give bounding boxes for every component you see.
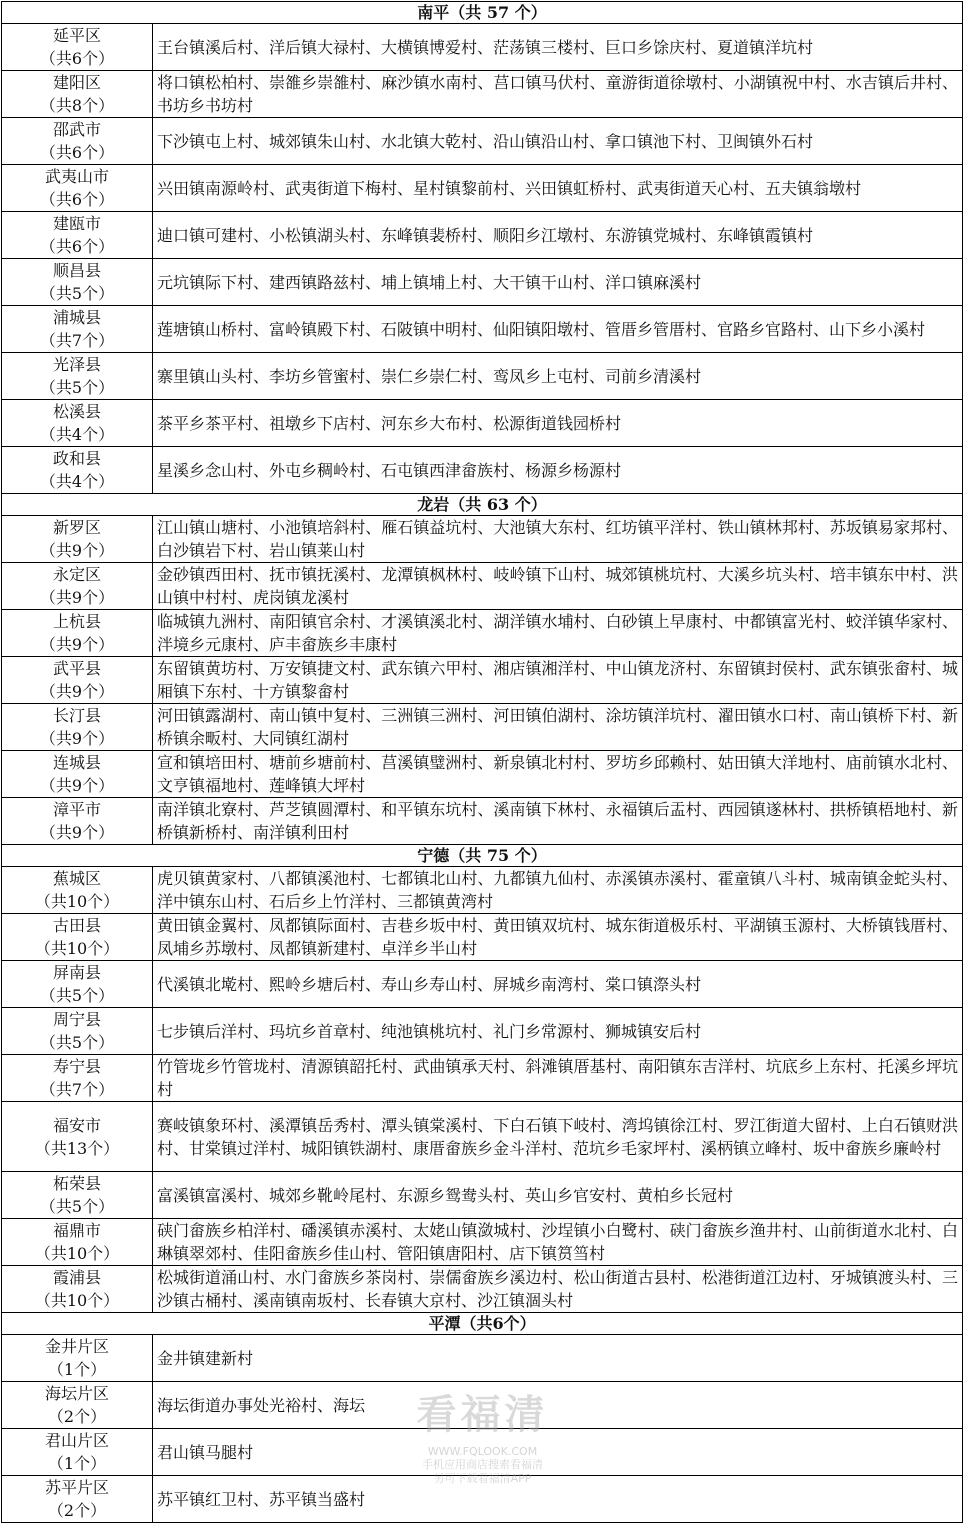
area-name: 永定区	[52, 565, 101, 584]
table-row	[2, 1008, 963, 1055]
area-name: 政和县	[52, 449, 101, 468]
village-list-cell: 松城街道涌山村、水门畲族乡茶岗村、崇儒畲族乡溪边村、松山街道古县村、松港街道江边村、牙城镇渡头村、三沙镇古桶村、溪南镇南坂村、长春镇大京村、沙江镇涸头村	[153, 1266, 963, 1313]
area-count: （共10个）	[34, 939, 120, 958]
village-list-cell: 虎贝镇黄家村、八都镇溪池村、七都镇北山村、九都镇九仙村、赤溪镇赤溪村、霍童镇八斗村、城南镇金蛇头村、洋中镇东山村、石后乡上竹洋村、三都镇黄湾村	[153, 867, 963, 914]
table-row	[2, 751, 963, 798]
area-cell	[2, 1266, 153, 1313]
area-cell	[2, 353, 153, 400]
village-list-table	[1, 1, 963, 1523]
village-list-cell: 王台镇溪后村、洋后镇大禄村、大横镇博爱村、茫荡镇三楼村、巨口乡馀庆村、夏道镇洋坑村	[153, 24, 963, 71]
area-cell	[2, 306, 153, 353]
area-cell	[2, 1102, 153, 1172]
table-row	[2, 914, 963, 961]
section-header: 龙岩（共 63 个）	[2, 494, 963, 516]
area-name: 顺昌县	[52, 261, 101, 280]
table-row	[2, 1055, 963, 1102]
area-cell	[2, 961, 153, 1008]
area-name: 长汀县	[52, 706, 101, 725]
section-header-row	[2, 2, 963, 24]
area-name: 浦城县	[52, 308, 101, 327]
table-row	[2, 24, 963, 71]
area-count: （共7个）	[39, 1080, 115, 1099]
village-list-cell: 兴田镇南源岭村、武夷街道下梅村、星村镇黎前村、兴田镇虹桥村、武夷街道天心村、五夫镇翁墩村	[153, 165, 963, 212]
section-header: 宁德（共 75 个）	[2, 845, 963, 867]
village-list-cell: 星溪乡念山村、外屯乡稠岭村、石屯镇西津畲族村、杨源乡杨源村	[153, 447, 963, 494]
table-row	[2, 447, 963, 494]
area-count: （2个）	[47, 1501, 107, 1520]
area-count: （共10个）	[34, 1291, 120, 1310]
area-cell	[2, 212, 153, 259]
area-count: （共9个）	[39, 729, 115, 748]
section-header-row	[2, 845, 963, 867]
village-list-cell: 迪口镇可建村、小松镇湖头村、东峰镇裴桥村、顺阳乡江墩村、东游镇党城村、东峰镇霞镇村	[153, 212, 963, 259]
village-list-cell: 七步镇后洋村、玛坑乡首章村、纯池镇桃坑村、礼门乡常源村、狮城镇安后村	[153, 1008, 963, 1055]
area-name: 蕉城区	[52, 869, 101, 888]
table-row	[2, 798, 963, 845]
area-count: （共9个）	[39, 682, 115, 701]
table-row	[2, 867, 963, 914]
area-name: 屏南县	[52, 963, 101, 982]
area-cell	[2, 1429, 153, 1476]
table-row	[2, 961, 963, 1008]
area-cell	[2, 400, 153, 447]
village-list-cell: 竹管垅乡竹管垅村、清源镇韶托村、武曲镇承天村、斜滩镇厝基村、南阳镇东吉洋村、坑底乡上东村、托溪乡坪坑村	[153, 1055, 963, 1102]
area-cell	[2, 1008, 153, 1055]
table-row	[2, 516, 963, 563]
area-name: 建瓯市	[52, 214, 101, 233]
village-list-cell: 赛岐镇象环村、溪潭镇岳秀村、潭头镇棠溪村、下白石镇下岐村、湾坞镇徐江村、罗江街道大留村、上白石镇财洪村、甘棠镇过洋村、城阳镇铁湖村、康厝畲族乡金斗洋村、范坑乡毛家坪村、溪柄镇立峰村、坂中畲族乡廉岭村	[153, 1102, 963, 1172]
area-name: 连城县	[52, 753, 101, 772]
village-list-cell: 东留镇黄坊村、万安镇捷文村、武东镇六甲村、湘店镇湘洋村、中山镇龙济村、东留镇封侯村、武东镇张畲村、城厢镇下东村、十方镇黎畲村	[153, 657, 963, 704]
table-row	[2, 1429, 963, 1476]
area-count: （共5个）	[39, 1197, 115, 1216]
area-cell	[2, 1219, 153, 1266]
area-cell	[2, 867, 153, 914]
area-count: （共10个）	[34, 1244, 120, 1263]
table-row	[2, 1102, 963, 1172]
table-row	[2, 1335, 963, 1382]
section-header: 南平（共 57 个）	[2, 2, 963, 24]
table-row	[2, 306, 963, 353]
area-name: 漳平市	[52, 800, 101, 819]
area-count: （共13个）	[34, 1138, 120, 1158]
village-list-cell: 富溪镇富溪村、城郊乡靴岭尾村、东源乡鸳鸯头村、英山乡官安村、黄柏乡长冠村	[153, 1172, 963, 1219]
village-list-cell: 寨里镇山头村、李坊乡管蜜村、崇仁乡崇仁村、鸾凤乡上屯村、司前乡清溪村	[153, 353, 963, 400]
area-count: （共9个）	[39, 823, 115, 842]
section-header-row	[2, 494, 963, 516]
area-cell	[2, 1382, 153, 1429]
table-body	[2, 2, 963, 1523]
section-header: 平潭（共6个）	[2, 1313, 963, 1335]
table-row	[2, 610, 963, 657]
village-list-cell: 将口镇松柏村、崇雒乡崇雒村、麻沙镇水南村、莒口镇马伏村、童游街道徐墩村、小湖镇祝中村、水吉镇后井村、书坊乡书坊村	[153, 71, 963, 118]
area-count: （共4个）	[39, 425, 115, 444]
area-count: （共8个）	[39, 96, 115, 115]
table-row	[2, 1219, 963, 1266]
watermark-line-1: 手机应用商店搜索看福清	[422, 1458, 543, 1471]
village-list-cell: 莲塘镇山桥村、富岭镇殿下村、石陂镇中明村、仙阳镇阳墩村、管厝乡管厝村、官路乡官路村、山下乡小溪村	[153, 306, 963, 353]
area-name: 光泽县	[52, 355, 101, 374]
area-name: 金井片区	[44, 1337, 109, 1356]
area-count: （共5个）	[39, 378, 115, 397]
area-cell	[2, 914, 153, 961]
area-count: （共6个）	[39, 237, 115, 256]
table-row	[2, 212, 963, 259]
area-cell	[2, 563, 153, 610]
village-list-cell: 金井镇建新村	[153, 1335, 963, 1382]
table-row	[2, 71, 963, 118]
area-name: 海坛片区	[44, 1384, 109, 1403]
table-row	[2, 1172, 963, 1219]
table-row	[2, 1476, 963, 1523]
area-count: （共4个）	[39, 472, 115, 491]
village-list-cell: 代溪镇北墘村、熙岭乡塘后村、寿山乡寿山村、屏城乡南湾村、棠口镇漈头村	[153, 961, 963, 1008]
area-count: （共9个）	[39, 776, 115, 795]
area-cell	[2, 704, 153, 751]
village-list-cell: 河田镇露湖村、南山镇中复村、三洲镇三洲村、河田镇伯湖村、涂坊镇洋坑村、濯田镇水口村、南山镇桥下村、新桥镇余畈村、大同镇红湖村	[153, 704, 963, 751]
area-name: 古田县	[52, 916, 101, 935]
area-name: 君山片区	[44, 1431, 109, 1450]
area-name: 延平区	[52, 26, 101, 45]
area-cell	[2, 447, 153, 494]
area-name: 建阳区	[52, 73, 101, 92]
area-name: 周宁县	[52, 1010, 101, 1029]
watermark-logo-text: 看福清	[416, 1392, 549, 1438]
area-cell	[2, 118, 153, 165]
area-count: （共6个）	[39, 143, 115, 162]
village-list-cell: 元坑镇际下村、建西镇路兹村、埔上镇埔上村、大干镇干山村、洋口镇麻溪村	[153, 259, 963, 306]
village-list-cell: 苏平镇红卫村、苏平镇当盛村	[153, 1476, 963, 1523]
area-name: 武平县	[52, 659, 101, 678]
area-cell	[2, 24, 153, 71]
area-name: 霞浦县	[52, 1268, 101, 1287]
section-header-row	[2, 1313, 963, 1335]
table-row	[2, 118, 963, 165]
area-cell	[2, 657, 153, 704]
village-list-cell: 南洋镇北寮村、芦芝镇圆潭村、和平镇东坑村、溪南镇下林村、永福镇后盂村、西园镇遂林村、拱桥镇梧地村、新桥镇新桥村、南洋镇利田村	[153, 798, 963, 845]
table-row	[2, 400, 963, 447]
area-count: （共5个）	[39, 986, 115, 1005]
table-row	[2, 165, 963, 212]
area-cell	[2, 259, 153, 306]
area-name: 武夷山市	[44, 167, 109, 186]
area-name: 苏平片区	[44, 1478, 109, 1497]
table-row	[2, 259, 963, 306]
village-list-cell: 宣和镇培田村、塘前乡塘前村、莒溪镇璧洲村、新泉镇北村村、罗坊乡邱赖村、姑田镇大洋地村、庙前镇水北村、文亨镇福地村、莲峰镇大坪村	[153, 751, 963, 798]
village-list-cell: 江山镇山塘村、小池镇培斜村、雁石镇益坑村、大池镇大东村、红坊镇平洋村、铁山镇林邦村、苏坂镇易家邦村、白沙镇岩下村、岩山镇莱山村	[153, 516, 963, 563]
village-list-cell: 海坛街道办事处光裕村、海坛	[153, 1382, 963, 1429]
area-cell	[2, 165, 153, 212]
village-list-cell: 君山镇马腿村	[153, 1429, 963, 1476]
area-name: 寿宁县	[52, 1057, 101, 1076]
area-cell	[2, 751, 153, 798]
village-list-cell: 临城镇九洲村、南阳镇官余村、才溪镇溪北村、湖洋镇水埔村、白砂镇上早康村、中都镇富光村、蛟洋镇华家村、泮境乡元康村、庐丰畲族乡丰康村	[153, 610, 963, 657]
area-cell	[2, 516, 153, 563]
area-name: 福安市	[52, 1115, 101, 1135]
village-list-cell: 黄田镇金翼村、凤都镇际面村、吉巷乡坂中村、黄田镇双坑村、城东街道极乐村、平湖镇玉源村、大桥镇钱厝村、凤埔乡苏墩村、凤都镇新建村、卓洋乡半山村	[153, 914, 963, 961]
area-cell	[2, 1172, 153, 1219]
area-count: （共5个）	[39, 1033, 115, 1052]
table-row	[2, 704, 963, 751]
area-name: 松溪县	[52, 402, 101, 421]
area-count: （共9个）	[39, 588, 115, 607]
village-list-cell: 下沙镇屯上村、城郊镇朱山村、水北镇大乾村、沿山镇沿山村、拿口镇池下村、卫闽镇外石村	[153, 118, 963, 165]
area-count: （共6个）	[39, 49, 115, 68]
village-list-cell: 茶平乡茶平村、祖墩乡下店村、河东乡大布村、松源街道钱园桥村	[153, 400, 963, 447]
table-row	[2, 1382, 963, 1429]
area-cell	[2, 1476, 153, 1523]
area-count: （共5个）	[39, 284, 115, 303]
village-list-cell: 硖门畲族乡柏洋村、磻溪镇赤溪村、太姥山镇潋城村、沙埕镇小白鹭村、硖门畲族乡渔井村、山前街道水北村、白琳镇翠郊村、佳阳畲族乡佳山村、管阳镇唐阳村、店下镇筼筜村	[153, 1219, 963, 1266]
table-row	[2, 563, 963, 610]
area-cell	[2, 610, 153, 657]
area-name: 新罗区	[52, 518, 101, 537]
area-cell	[2, 798, 153, 845]
table-row	[2, 1266, 963, 1313]
area-count: （共9个）	[39, 541, 115, 560]
village-list-cell: 金砂镇西田村、抚市镇抚溪村、龙潭镇枫林村、岐岭镇下山村、城郊镇桃坑村、大溪乡坑头村、培丰镇东中村、洪山镇中村村、虎岗镇龙溪村	[153, 563, 963, 610]
area-name: 福鼎市	[52, 1221, 101, 1240]
area-count: （1个）	[47, 1454, 107, 1473]
area-cell	[2, 71, 153, 118]
area-count: （共10个）	[34, 892, 120, 911]
table-row	[2, 657, 963, 704]
area-name: 邵武市	[52, 120, 101, 139]
watermark-url: WWW.FQLOOK.COM	[427, 1445, 538, 1458]
watermark-line-2: 另可下载看福清APP	[433, 1472, 532, 1485]
area-count: （共9个）	[39, 635, 115, 654]
area-count: （共6个）	[39, 190, 115, 209]
area-cell	[2, 1055, 153, 1102]
area-count: （2个）	[47, 1407, 107, 1426]
area-count: （共7个）	[39, 331, 115, 350]
area-count: （1个）	[47, 1360, 107, 1379]
table-row	[2, 353, 963, 400]
area-name: 柘荣县	[52, 1174, 101, 1193]
area-cell	[2, 1335, 153, 1382]
area-name: 上杭县	[52, 612, 101, 631]
